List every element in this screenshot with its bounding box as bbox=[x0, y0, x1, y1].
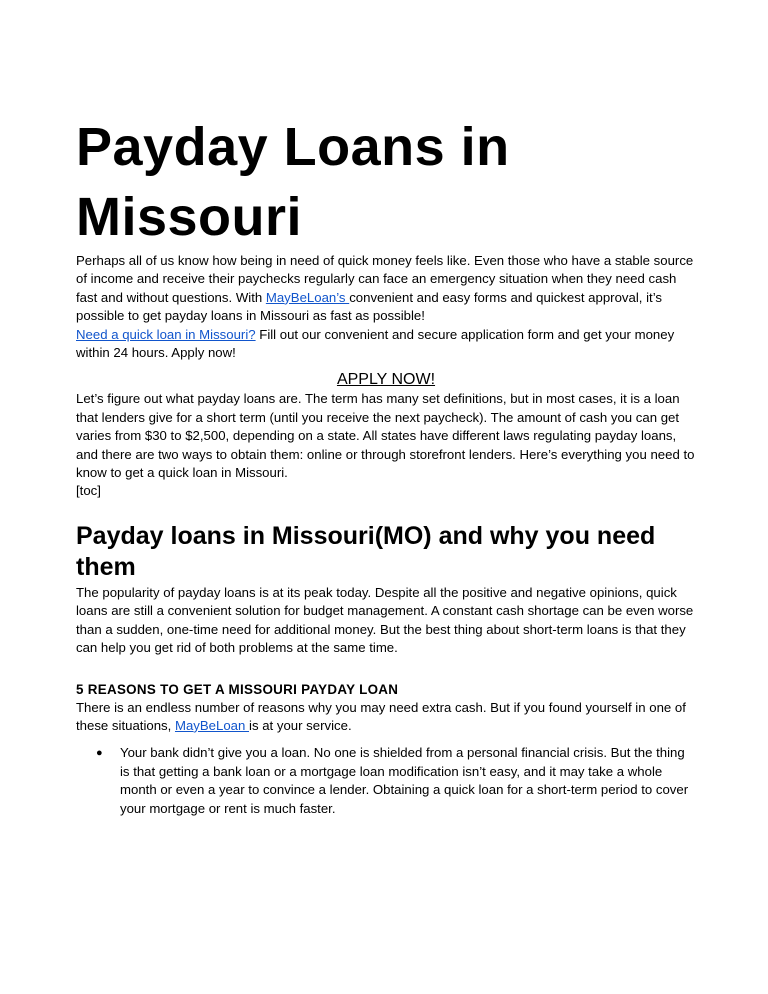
maybeloan-service-link[interactable]: MayBeLoan bbox=[174, 717, 250, 733]
list-item bbox=[76, 744, 696, 818]
maybeloan-link[interactable]: MayBeLoan’s bbox=[265, 289, 350, 305]
quick-loan-paragraph bbox=[76, 326, 696, 363]
intro-text-start: Perhaps all of us know how being in need of quick money feels like. Even those who have a stable source of income and receive their paychecks regularly can face an emergency situation when they need cash fast and without questions. With bbox=[76, 253, 694, 305]
definition-paragraph: Let’s figure out what payday loans are. The term has many set definitions, but in most cases, it is a loan that lenders give for a short term (until you receive the next paycheck). The amount of cash you can get varies from $30 to $2,500, depending on a state. All states have different laws regulating payday loans, and there are two ways to obtain them: online or through storefront lenders. Here’s everything you need to know to get a quick loan in Missouri. bbox=[76, 391, 695, 481]
document-page bbox=[76, 112, 696, 818]
bullet-icon: ● bbox=[96, 747, 103, 760]
reasons-intro-paragraph bbox=[76, 699, 696, 736]
page-title: Payday Loans in Missouri bbox=[76, 117, 510, 247]
quick-loan-text: Fill out our convenient and secure application form and get your money within 24 hours. Apply now! bbox=[76, 326, 675, 361]
apply-now-link[interactable]: APPLY NOW! bbox=[336, 371, 436, 389]
reasons-text-start: There is an endless number of reasons why you may need extra cash. But if you found yourself in one of these situations, bbox=[76, 699, 686, 733]
popularity-paragraph: The popularity of payday loans is at its peak today. Despite all the positive and negative opinions, quick loans are still a convenient solution for budget management. A constant cash shortage can be even worse than a sudden, one-time need for additional money. But the best thing about short-term loans is that they can help you get rid of both problems at the same time. bbox=[76, 584, 694, 656]
quick-loan-link[interactable]: Need a quick loan in Missouri? bbox=[76, 326, 256, 342]
reasons-list bbox=[76, 744, 696, 818]
section-heading: Payday loans in Missouri(MO) and why you need them bbox=[76, 521, 656, 582]
intro-paragraph bbox=[76, 252, 696, 326]
reasons-text-end: is at your service. bbox=[249, 717, 352, 733]
apply-now-container bbox=[76, 370, 696, 390]
intro-text-end: convenient and easy forms and quickest approval, it’s possible to get payday loans in Missouri as fast as possible! bbox=[76, 289, 662, 324]
list-item-text: Your bank didn’t give you a loan. No one is shielded from a personal financial crisis. But the thing is that getting a bank loan or a mortgage loan modification isn’t easy, and it may take a whole month or even a year to convince a lender. Obtaining a quick loan for a short-term period to cover your mortgage or rent is much faster. bbox=[120, 745, 689, 816]
toc-placeholder: [toc] bbox=[76, 483, 101, 499]
reasons-heading: 5 REASONS TO GET A MISSOURI PAYDAY LOAN bbox=[76, 681, 399, 697]
